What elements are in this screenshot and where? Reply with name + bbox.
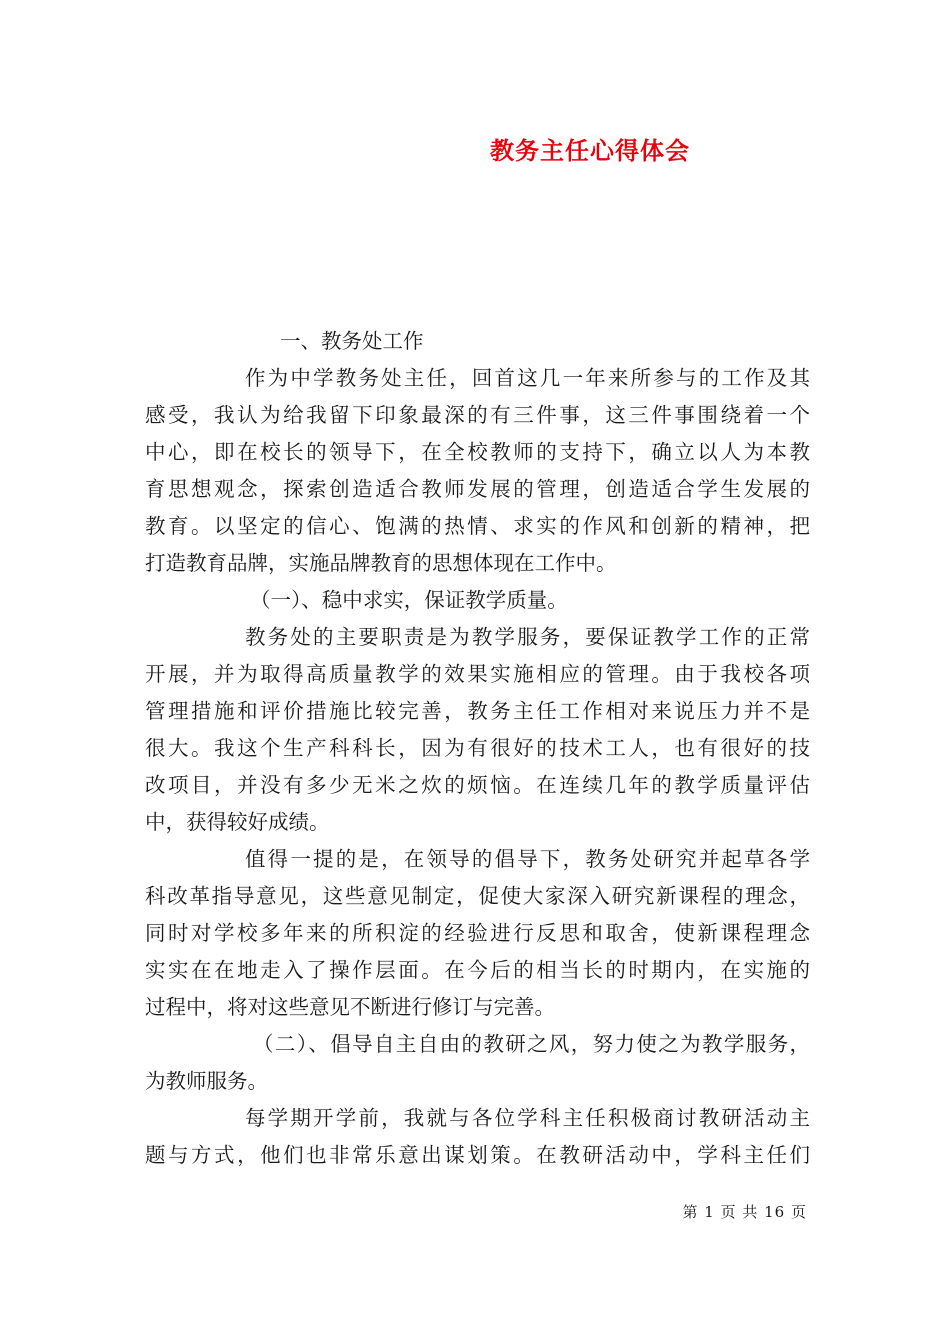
paragraph-line: 科改革指导意见，这些意见制定，促使大家深入研究新课程的理念， bbox=[145, 884, 810, 908]
paragraph-line: 改项目，并没有多少无米之炊的烦恼。在连续几年的教学质量评估 bbox=[145, 773, 810, 797]
paragraph-line: 打造教育品牌，实施品牌教育的思想体现在工作中。 bbox=[145, 551, 617, 575]
document-body bbox=[145, 323, 810, 1174]
subsection-heading: （二）、倡导自主自由的教研之风，努力使之为教学服务， bbox=[253, 1032, 810, 1056]
paragraph-line: 中，获得较好成绩。 bbox=[145, 810, 330, 834]
paragraph-line: 教务处的主要职责是为教学服务，要保证教学工作的正常 bbox=[245, 625, 810, 649]
paragraph-line: 教育。以坚定的信心、饱满的热情、求实的作风和创新的精神，把 bbox=[145, 514, 810, 538]
page-number-footer: 第 1 页 共 16 页 bbox=[682, 1203, 807, 1221]
paragraph-line: 实实在在地走入了操作层面。在今后的相当长的时期内，在实施的 bbox=[145, 958, 810, 982]
paragraph-line: 作为中学教务处主任，回首这几一年来所参与的工作及其 bbox=[245, 366, 810, 390]
subsection-heading: （一）、稳中求实，保证教学质量。 bbox=[250, 588, 568, 612]
paragraph-line: 很大。我这个生产科科长，因为有很好的技术工人，也有很好的技 bbox=[145, 736, 810, 760]
paragraph-line: 感受，我认为给我留下印象最深的有三件事，这三件事围绕着一个 bbox=[145, 403, 810, 427]
paragraph-line: 中心，即在校长的领导下，在全校教师的支持下，确立以人为本教 bbox=[145, 440, 810, 464]
section-heading: 一、教务处工作 bbox=[280, 329, 424, 353]
paragraph-line: 值得一提的是，在领导的倡导下，教务处研究并起草各学 bbox=[245, 847, 810, 871]
paragraph-line: 育思想观念，探索创造适合教师发展的管理，创造适合学生发展的 bbox=[145, 477, 810, 501]
paragraph-line: 管理措施和评价措施比较完善，教务主任工作相对来说压力并不是 bbox=[145, 699, 810, 723]
paragraph-line: 过程中，将对这些意见不断进行修订与完善。 bbox=[145, 995, 555, 1019]
paragraph-line: 每学期开学前，我就与各位学科主任积极商讨教研活动主 bbox=[245, 1106, 810, 1130]
paragraph-line: 题与方式，他们也非常乐意出谋划策。在教研活动中，学科主任们 bbox=[145, 1143, 810, 1167]
document-title: 教务主任心得体会 bbox=[490, 136, 690, 165]
paragraph-line: 开展，并为取得高质量教学的效果实施相应的管理。由于我校各项 bbox=[145, 662, 810, 686]
paragraph-line: 同时对学校多年来的所积淀的经验进行反思和取舍，使新课程理念 bbox=[145, 921, 810, 945]
subsection-heading-continued: 为教师服务。 bbox=[145, 1069, 268, 1093]
